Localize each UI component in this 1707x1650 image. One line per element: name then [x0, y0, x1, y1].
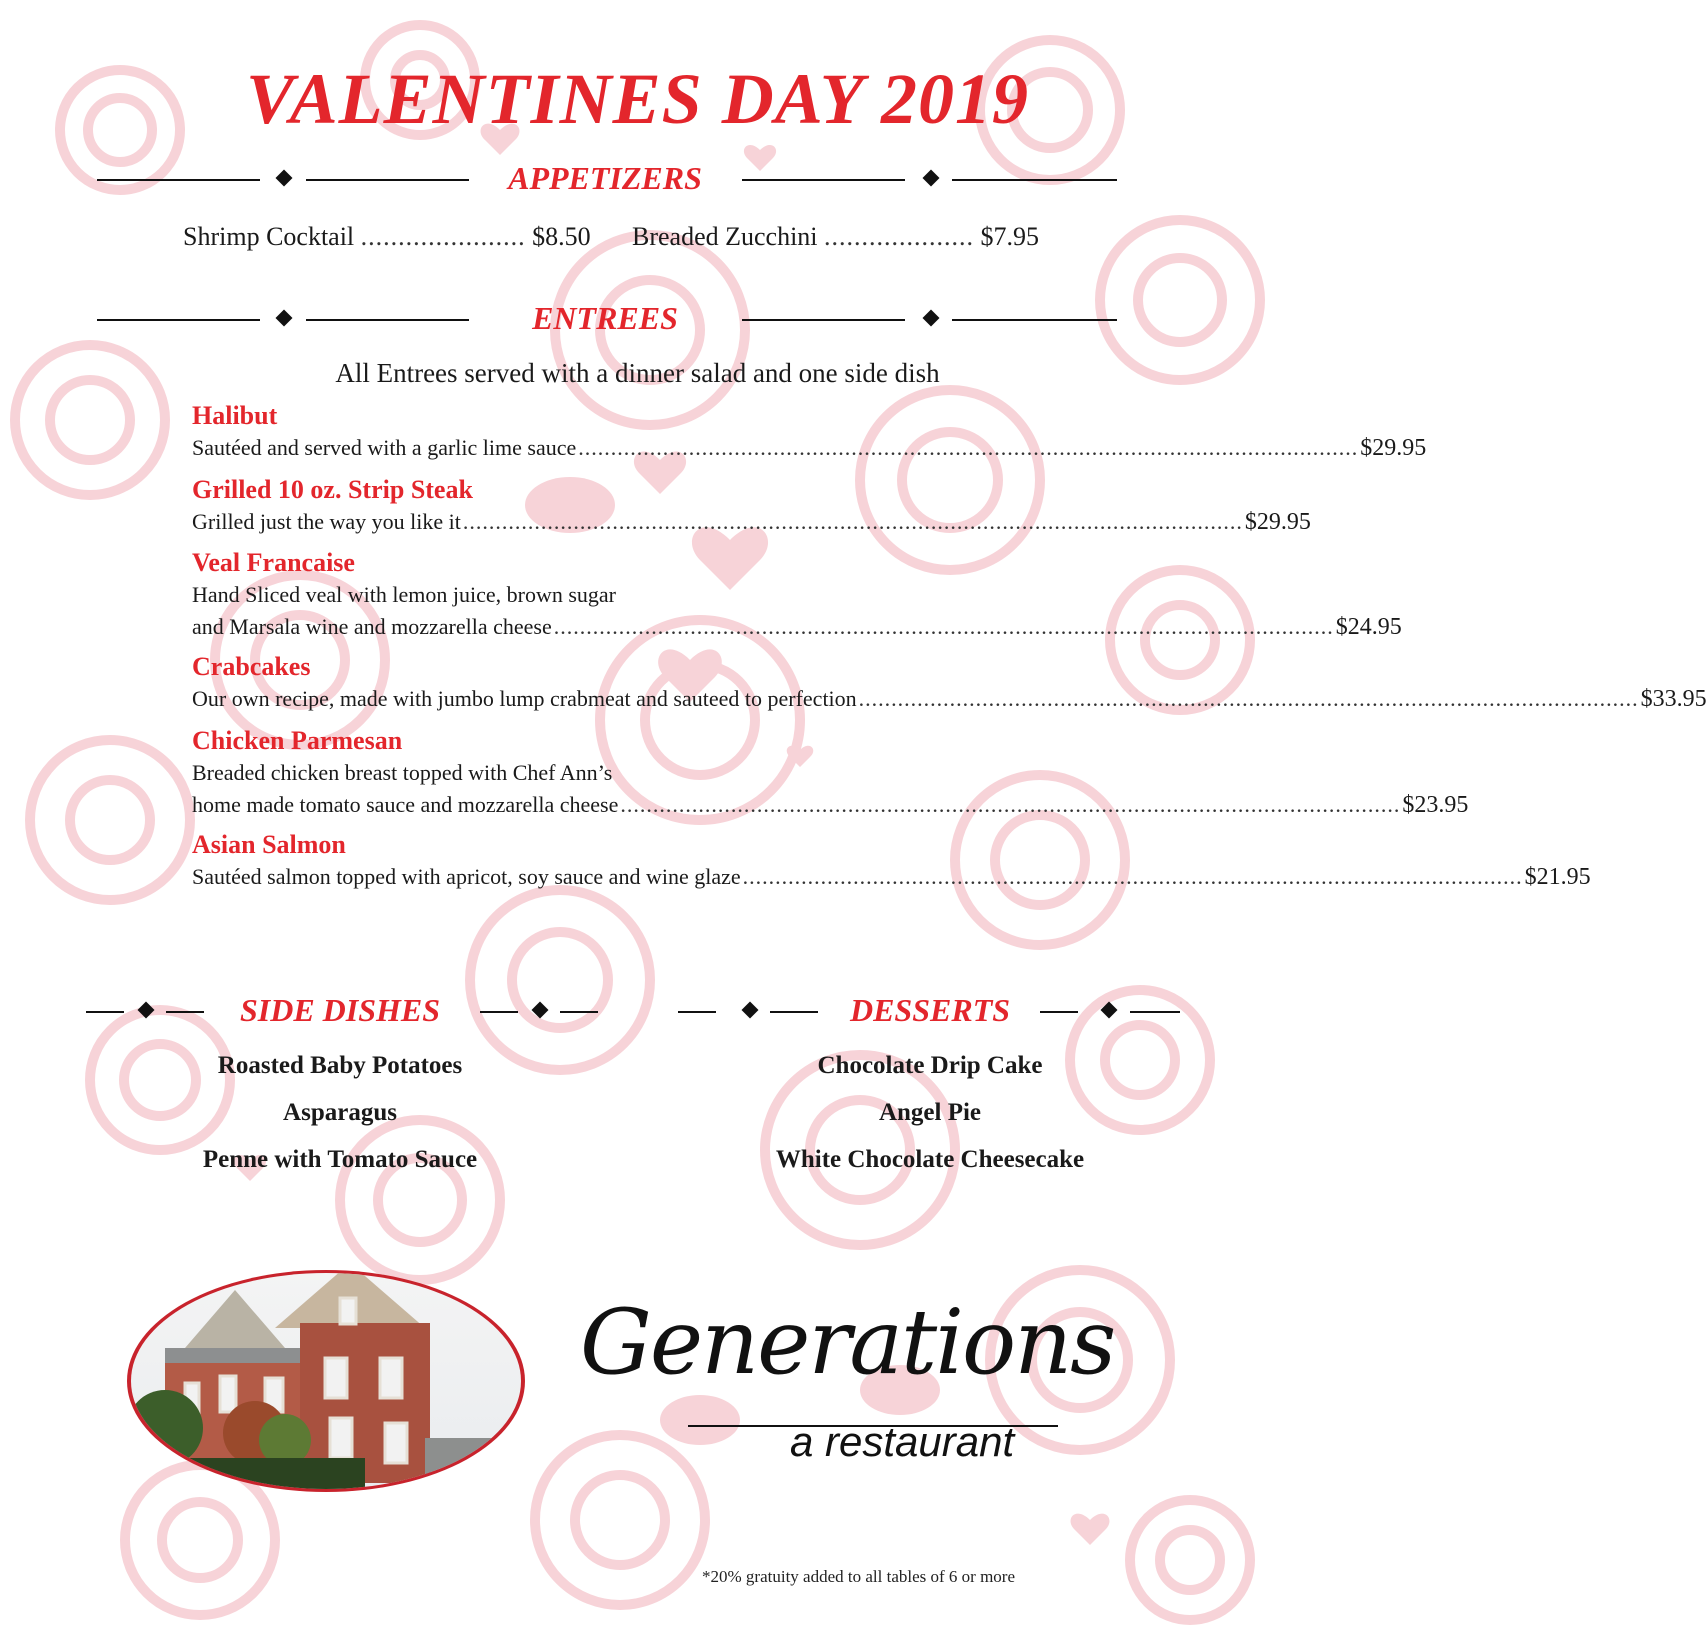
entree-description — [192, 789, 1469, 821]
entree-name: Asian Salmon — [192, 830, 346, 859]
entree-item — [192, 829, 1591, 893]
entree-description — [192, 432, 1427, 464]
description-text: home made tomato sauce and mozzarella cheese — [192, 792, 619, 817]
desserts-header — [0, 992, 1275, 1032]
entree-price: $29.95 — [1244, 509, 1311, 535]
divider-line — [1040, 1011, 1078, 1013]
entree-name: Grilled 10 oz. Strip Steak — [192, 475, 473, 504]
dessert-item: Chocolate Drip Cake — [817, 1052, 1043, 1079]
leader-dots: .................... — [824, 222, 975, 251]
entree-price: $21.95 — [1524, 864, 1591, 890]
entree-price: $24.95 — [1335, 614, 1402, 640]
desserts-heading: DESSERTS — [849, 992, 1011, 1028]
divider-line — [742, 319, 905, 321]
leader-dots: ........................................................................................................................ — [742, 864, 1523, 889]
restaurant-logo-script: Generations — [580, 1290, 1115, 1395]
side-dish-item: Roasted Baby Potatoes — [217, 1052, 463, 1079]
divider-line — [306, 179, 469, 181]
description-text: Sautéed and served with a garlic lime sauce — [192, 435, 577, 460]
description-text: Our own recipe, made with jumbo lump crabmeat and sauteed to perfection — [192, 686, 857, 711]
description-text: Hand Sliced veal with lemon juice, brown sugar — [192, 582, 617, 607]
diamond-ornament-icon — [276, 310, 293, 327]
divider-line — [97, 179, 260, 181]
side-dishes-heading: SIDE DISHES — [239, 992, 441, 1028]
divider-line — [1130, 1011, 1180, 1013]
entree-name: Halibut — [192, 401, 278, 430]
restaurant-building-photo — [125, 1268, 527, 1494]
entree-item — [192, 651, 1707, 715]
description-text: and Marsala wine and mozzarella cheese — [192, 614, 552, 639]
entree-item — [192, 725, 1469, 821]
appetizers-heading: APPETIZERS — [508, 160, 702, 196]
divider-line — [952, 179, 1117, 181]
entree-item — [192, 474, 1311, 538]
diamond-ornament-icon — [1101, 1002, 1118, 1019]
appetizer-name: Shrimp Cocktail — [183, 222, 355, 251]
divider-line — [770, 1011, 818, 1013]
entree-description — [192, 757, 1072, 789]
leader-dots: ...................... — [360, 222, 526, 251]
description-text: Sautéed salmon topped with apricot, soy sauce and wine glaze — [192, 864, 741, 889]
entree-item — [192, 547, 1402, 643]
entree-name: Crabcakes — [192, 652, 311, 681]
divider-line — [97, 319, 260, 321]
menu-title: VALENTINES DAY 2019 — [245, 59, 1030, 139]
appetizer-item — [183, 222, 591, 252]
diamond-ornament-icon — [923, 170, 940, 187]
entrees-header — [0, 300, 1275, 340]
entree-description — [192, 611, 1402, 643]
gratuity-footnote: *20% gratuity added to all tables of 6 or more — [702, 1567, 1015, 1586]
entree-name: Veal Francaise — [192, 548, 355, 577]
appetizer-price: $7.95 — [980, 222, 1040, 251]
leader-dots: ........................................................................................................................ — [858, 686, 1639, 711]
dessert-item: White Chocolate Cheesecake — [775, 1146, 1085, 1173]
leader-dots: ........................................................................................................................ — [462, 509, 1243, 534]
entree-price: $23.95 — [1402, 792, 1469, 818]
diamond-ornament-icon — [276, 170, 293, 187]
side-dishes-list — [140, 1042, 540, 1183]
entree-price: $33.95 — [1640, 686, 1707, 712]
entree-description — [192, 579, 1072, 611]
entree-description — [192, 506, 1311, 538]
entree-item — [192, 400, 1427, 464]
entree-description — [192, 683, 1707, 715]
appetizers-header — [0, 160, 1275, 200]
side-dish-item: Penne with Tomato Sauce — [202, 1146, 478, 1173]
entree-name: Chicken Parmesan — [192, 726, 403, 755]
entree-description — [192, 861, 1591, 893]
entree-price: $29.95 — [1360, 435, 1427, 461]
dessert-item: Angel Pie — [878, 1099, 982, 1126]
restaurant-tagline: a restaurant — [790, 1418, 1015, 1465]
entrees-heading: ENTREES — [532, 300, 678, 336]
entrees-subtitle: All Entrees served with a dinner salad and one side dish — [335, 358, 940, 388]
appetizer-price: $8.50 — [532, 222, 591, 251]
side-dish-item: Asparagus — [283, 1099, 397, 1126]
diamond-ornament-icon — [923, 310, 940, 327]
divider-line — [742, 179, 905, 181]
leader-dots: ........................................................................................................................ — [578, 435, 1359, 460]
description-text: Grilled just the way you like it — [192, 509, 461, 534]
divider-line — [678, 1011, 716, 1013]
divider-line — [952, 319, 1117, 321]
description-text: Breaded chicken breast topped with Chef Ann’s — [192, 760, 613, 785]
diamond-ornament-icon — [742, 1002, 759, 1019]
divider-line — [306, 319, 469, 321]
leader-dots: ........................................................................................................................ — [620, 792, 1401, 817]
appetizer-item — [632, 222, 1039, 252]
leader-dots: ........................................................................................................................ — [553, 614, 1334, 639]
desserts-list — [720, 1042, 1140, 1183]
appetizer-name: Breaded Zucchini — [632, 222, 818, 251]
